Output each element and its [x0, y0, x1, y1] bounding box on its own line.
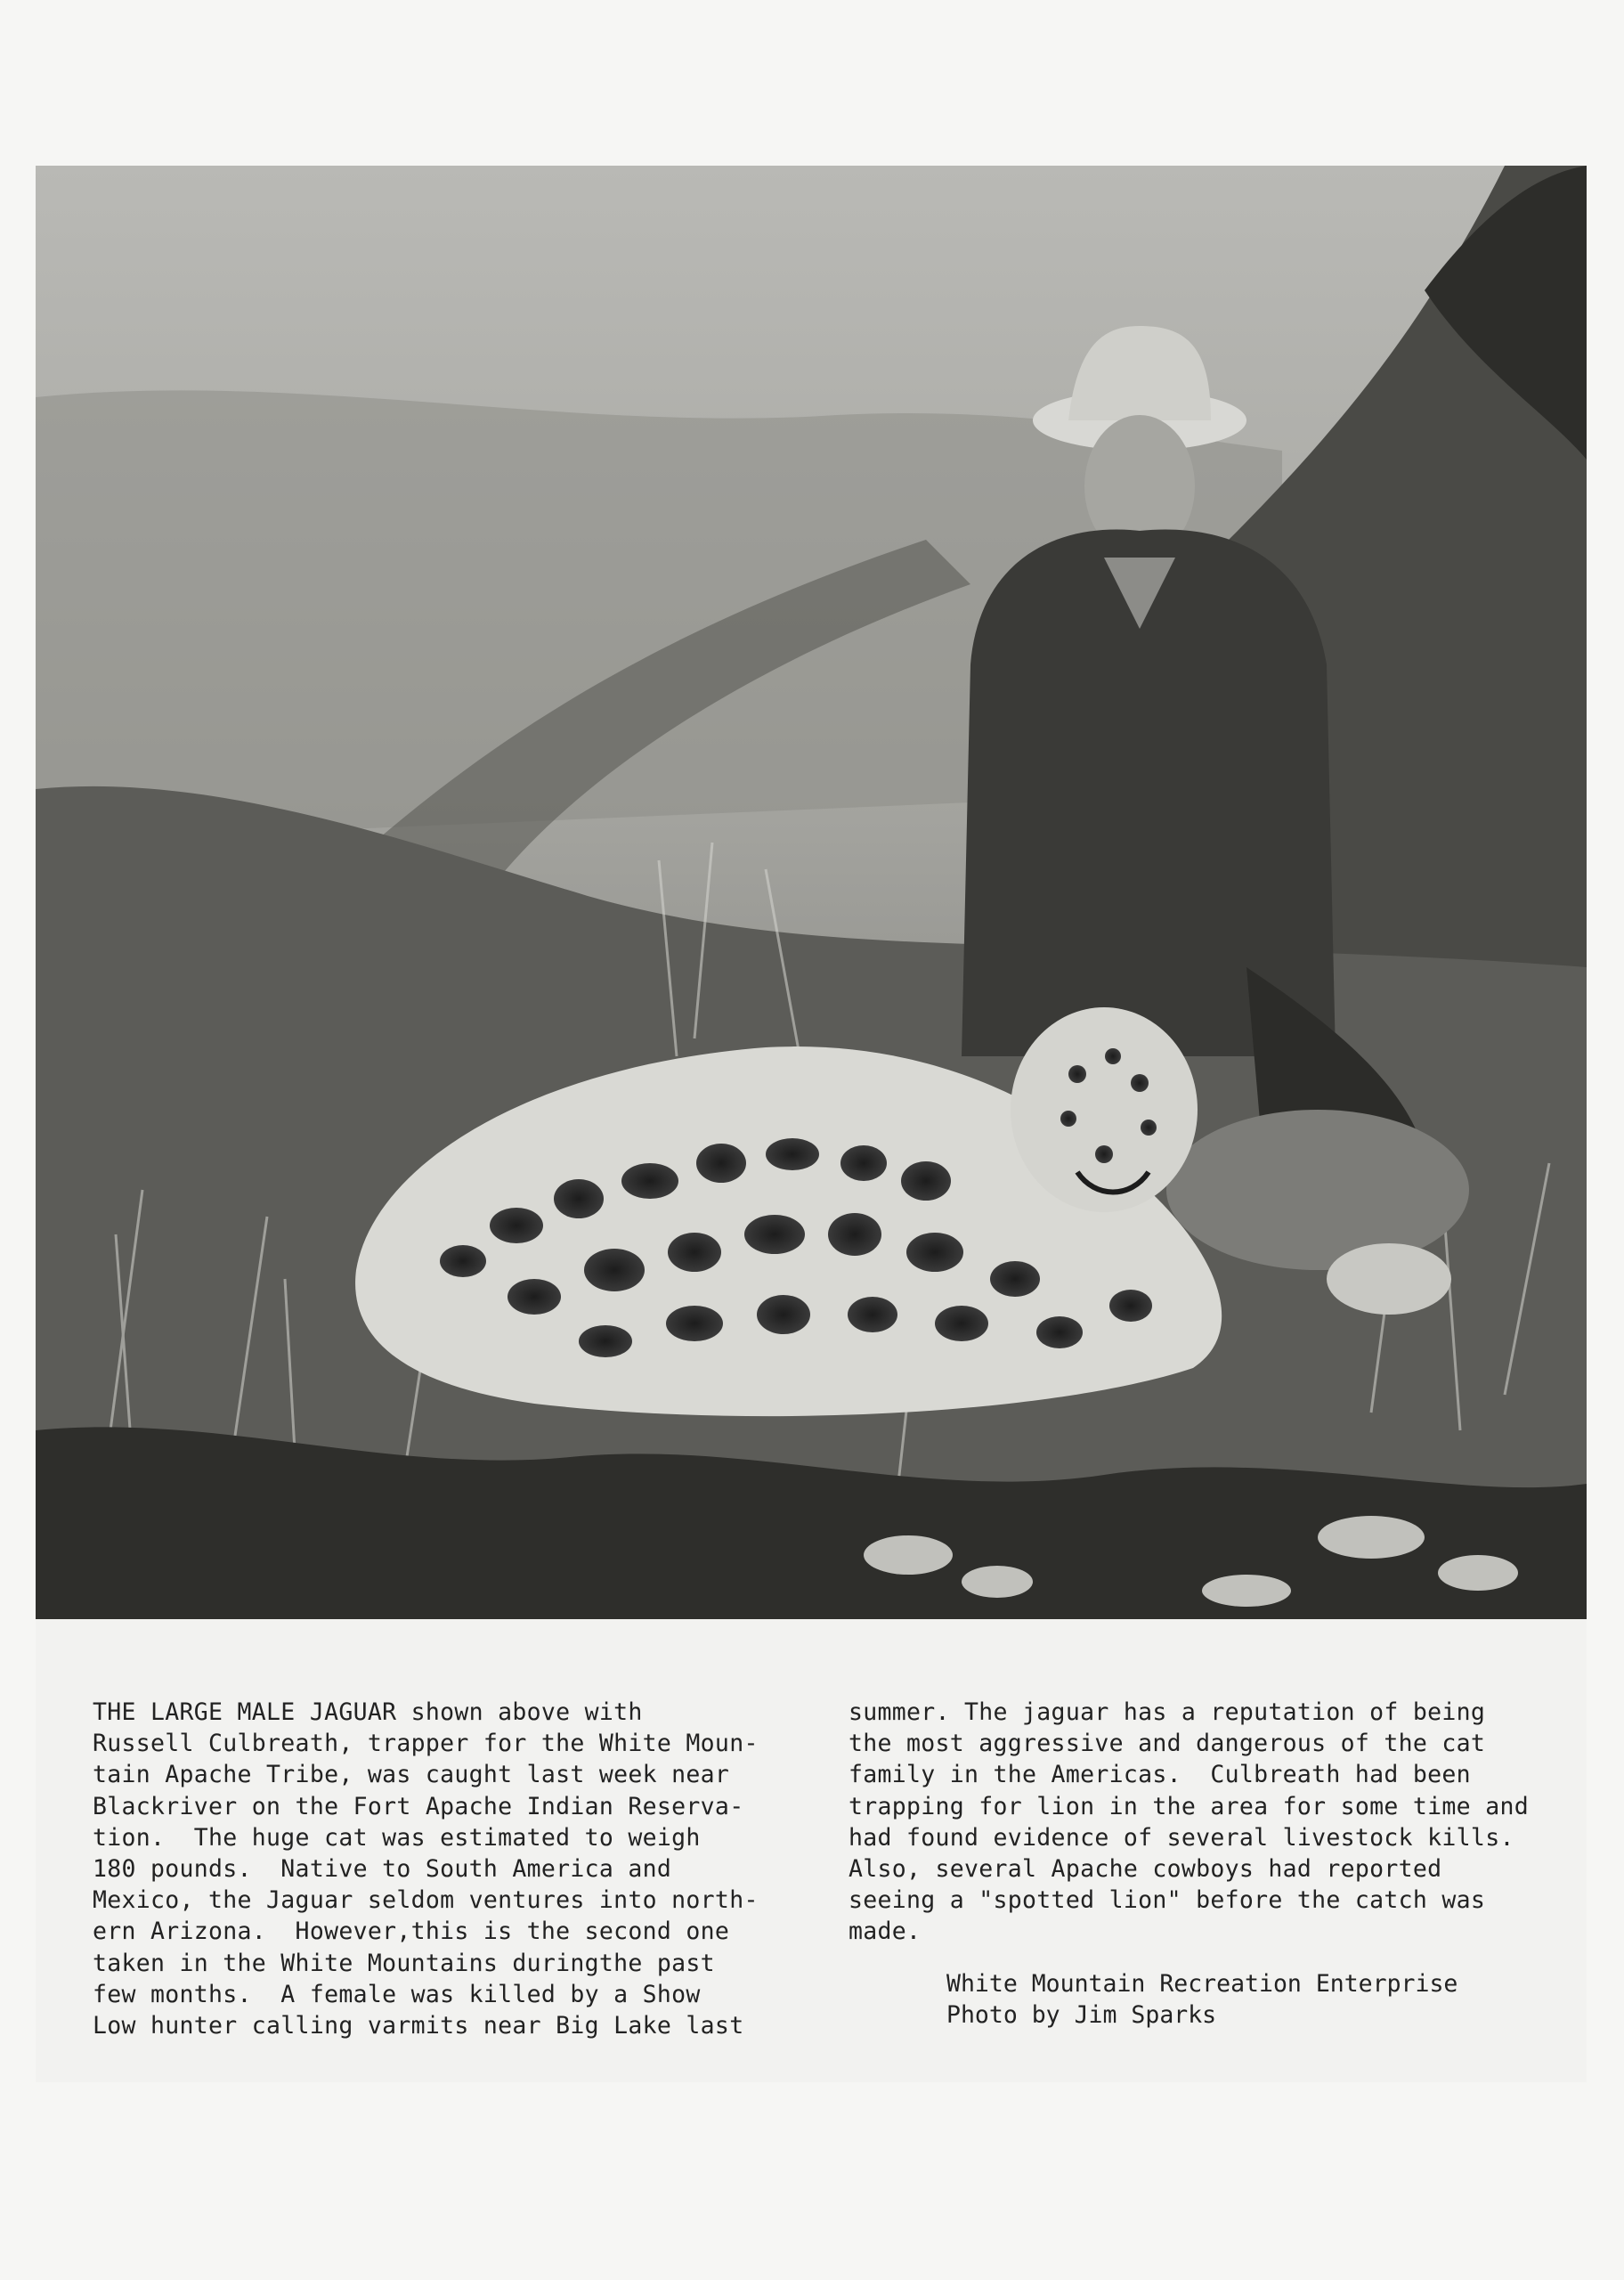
caption-line: trapping for lion in the area for some time and: [849, 1792, 1529, 1820]
caption-line: 180 pounds. Native to South America and: [93, 1855, 672, 1884]
photo-credits: [946, 1968, 1458, 2031]
jaguar-paw: [1327, 1243, 1451, 1315]
caption-line: family in the Americas. Culbreath had been: [849, 1761, 1471, 1789]
caption-line: tain Apache Tribe, was caught last week near: [93, 1761, 730, 1789]
credit-organization: White Mountain Recreation Enterprise: [946, 1970, 1458, 1998]
caption-column-left: [93, 1697, 796, 2041]
caption-line: taken in the White Mountains duringthe past: [93, 1949, 715, 1977]
caption-line: summer. The jaguar has a reputation of being: [849, 1698, 1486, 1726]
caption-line: tion. The huge cat was estimated to weigh: [93, 1823, 701, 1852]
photo-scene: [36, 166, 1587, 1619]
rock: [1166, 1110, 1469, 1270]
credit-photographer: Photo by Jim Sparks: [946, 2001, 1217, 2029]
caption-line: Blackriver on the Fort Apache Indian Reserva-: [93, 1792, 744, 1820]
caption-line: the most aggressive and dangerous of the cat: [849, 1730, 1486, 1758]
jaguar-head: [1011, 1007, 1198, 1212]
caption-line: THE LARGE MALE JAGUAR shown above with: [93, 1698, 643, 1726]
caption-line: had found evidence of several livestock kills.: [849, 1823, 1514, 1852]
caption-line: made.: [849, 1918, 922, 1946]
caption-line: Low hunter calling varmits near Big Lake last: [93, 2012, 744, 2040]
caption-line: Also, several Apache cowboys had reported: [849, 1855, 1442, 1884]
caption-line: ern Arizona. However,this is the second one: [93, 1918, 730, 1946]
caption-line: few months. A female was killed by a Show: [93, 1980, 701, 2008]
caption-line: Mexico, the Jaguar seldom ventures into north-: [93, 1886, 759, 1915]
caption-line: Russell Culbreath, trapper for the White Moun-: [93, 1730, 759, 1758]
caption-line: seeing a "spotted lion" before the catch was: [849, 1886, 1486, 1915]
caption-column-right: [849, 1697, 1552, 1948]
jaguar-photograph: [36, 166, 1587, 1619]
